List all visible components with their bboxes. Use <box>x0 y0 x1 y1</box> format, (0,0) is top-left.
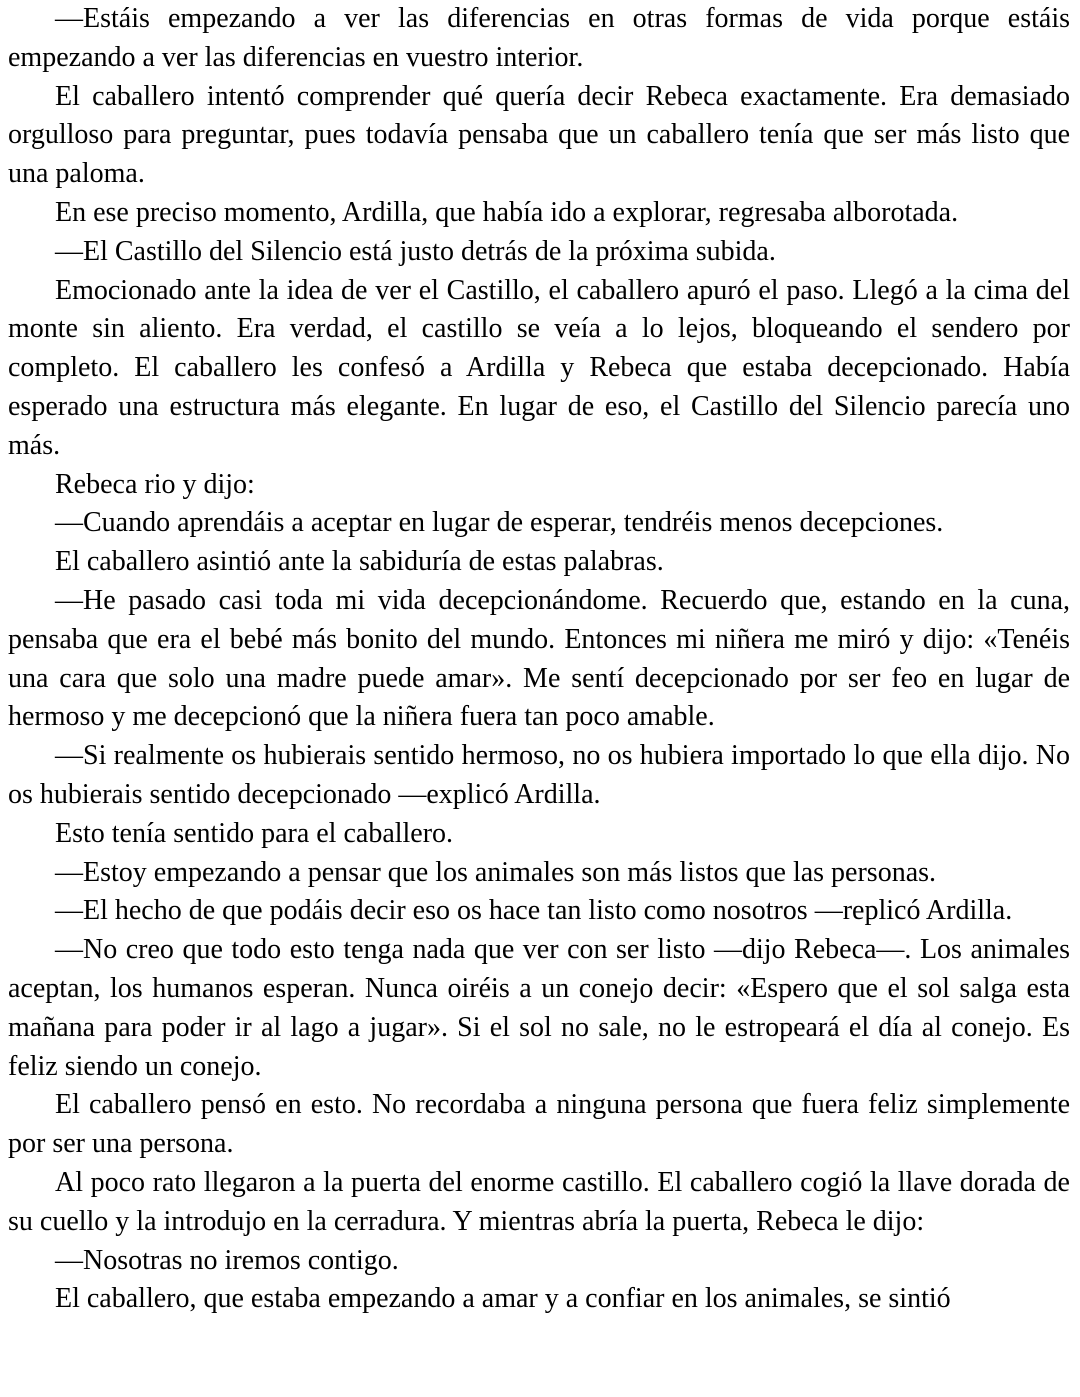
paragraph: El caballero intentó comprender qué quería decir Rebeca exactamente. Era demasiado orgulloso para preguntar, pues todavía pensaba que un caballero tenía que ser más listo que una paloma. <box>8 80 1070 190</box>
paragraph: —Si realmente os hubierais sentido hermoso, no os hubiera importado lo que ella dijo. No os hubierais sentido decepcionado —explicó Ardilla. <box>8 740 1070 810</box>
paragraph: El caballero, que estaba empezando a amar y a confiar en los animales, se sintió <box>55 1283 951 1315</box>
paragraph: En ese preciso momento, Ardilla, que había ido a explorar, regresaba alborotada. <box>55 196 959 228</box>
paragraph: Rebeca rio y dijo: <box>55 468 255 500</box>
paragraph: Emocionado ante la idea de ver el Castillo, el caballero apuró el paso. Llegó a la cima del monte sin aliento. Era verdad, el castillo se veía a lo lejos, bloqueando el sendero por completo. El caballero les confesó a Ardilla y Rebeca que estaba decepcionado. Había esperado una estructura más elegante. En lugar de eso, el Castillo del Silencio parecía uno más. <box>8 274 1070 461</box>
paragraph: El caballero asintió ante la sabiduría de estas palabras. <box>55 546 664 578</box>
paragraph: —Cuando aprendáis a aceptar en lugar de esperar, tendréis menos decepciones. <box>55 507 944 539</box>
paragraph: —Nosotras no iremos contigo. <box>55 1244 399 1276</box>
paragraph: —Estáis empezando a ver las diferencias en otras formas de vida porque estáis empezando a ver las diferencias en vuestro interior. <box>8 3 1070 73</box>
paragraph: —Estoy empezando a pensar que los animales son más listos que las personas. <box>55 856 937 888</box>
paragraph: El caballero pensó en esto. No recordaba a ninguna persona que fuera feliz simplemente por ser una persona. <box>8 1089 1070 1160</box>
paragraph: —No creo que todo esto tenga nada que ver con ser listo —dijo Rebeca—. Los animales aceptan, los humanos esperan. Nunca oiréis a un conejo decir: «Espero que el sol salga esta mañana para poder ir al lago a jugar». Si el sol no sale, no le estropeará el día al conejo. Es feliz siendo un conejo. <box>8 934 1070 1082</box>
paragraph: Esto tenía sentido para el caballero. <box>55 817 454 849</box>
paragraph: Al poco rato llegaron a la puerta del enorme castillo. El caballero cogió la llave dorada de su cuello y la introdujo en la cerradura. Y mientras abría la puerta, Rebeca le dijo: <box>8 1166 1070 1237</box>
paragraph: —El Castillo del Silencio está justo detrás de la próxima subida. <box>55 235 776 267</box>
paragraph: —He pasado casi toda mi vida decepcionándome. Recuerdo que, estando en la cuna, pensaba que era el bebé más bonito del mundo. Entonces mi niñera me miró y dijo: «Tenéis una cara que solo una madre puede amar». Me sentí decepcionado por ser feo en lugar de hermoso y me decepcionó que la niñera fuera tan poco amable. <box>8 584 1070 733</box>
paragraph: —El hecho de que podáis decir eso os hace tan listo como nosotros —replicó Ardilla. <box>55 895 1013 927</box>
